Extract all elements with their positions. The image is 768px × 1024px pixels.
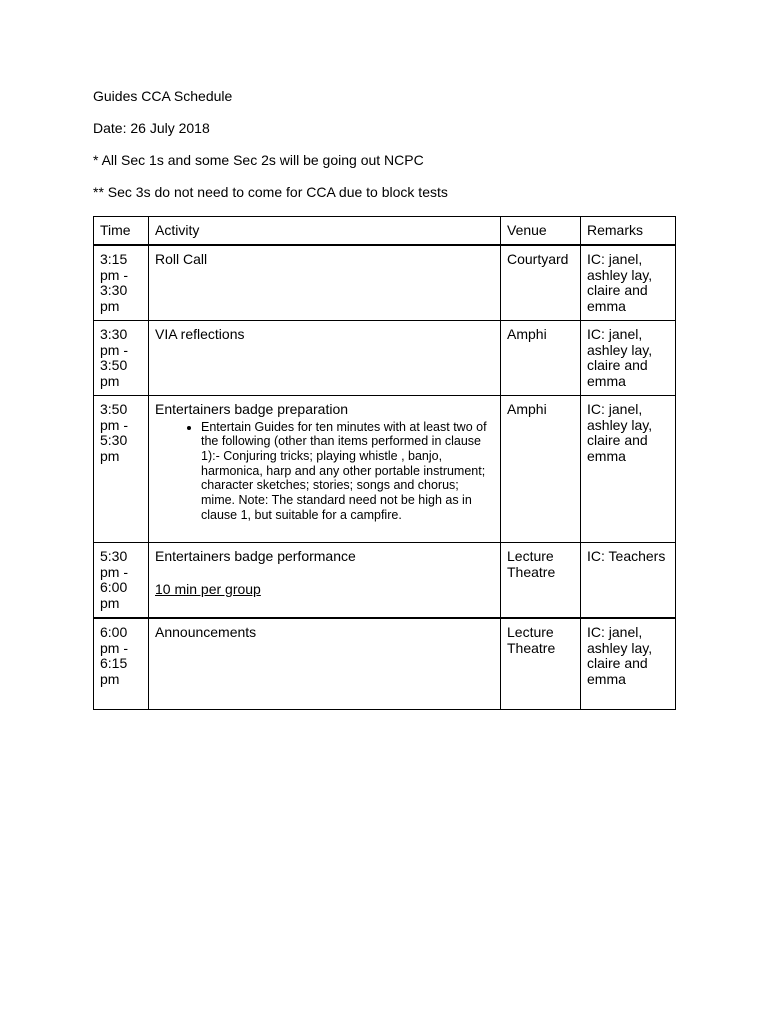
activity-cell: Announcements	[149, 618, 501, 710]
schedule-table	[93, 216, 676, 710]
activity-title: Entertainers badge preparation	[155, 401, 349, 417]
group-time-note: 10 min per group	[155, 580, 261, 597]
table-row	[94, 618, 676, 710]
time-cell: 3:15 pm - 3:30 pm	[94, 245, 149, 321]
remarks-cell: IC: janel, ashley lay, claire and emma	[581, 396, 676, 543]
table-row	[94, 245, 676, 321]
activity-bullet-list	[155, 420, 494, 523]
venue-cell: Amphi	[501, 396, 581, 543]
document-title: Guides CCA Schedule	[93, 88, 233, 104]
time-cell: 6:00 pm - 6:15 pm	[94, 618, 149, 710]
list-item: • Entertain Guides for ten minutes with at least two of the following (other than items performed in clause 1):- Conjuring tricks; playing whistle , banjo, harmonica, harp and any other portable instrument; character sketches; stories; songs and chorus; mime. Note: The standard need not be high as in clause 1, but suitable for a campfire.	[201, 420, 494, 523]
table-row	[94, 543, 676, 619]
activity-cell	[149, 396, 501, 543]
time-cell: 5:30 pm - 6:00 pm	[94, 543, 149, 619]
header-time: Time	[94, 217, 149, 246]
header-remarks: Remarks	[581, 217, 676, 246]
time-cell: 3:50 pm - 5:30 pm	[94, 396, 149, 543]
activity-cell	[149, 543, 501, 619]
note-sec3: ** Sec 3s do not need to come for CCA due to block tests	[93, 184, 448, 200]
table-row	[94, 396, 676, 543]
remarks-cell: IC: janel, ashley lay, claire and emma	[581, 245, 676, 321]
activity-cell: Roll Call	[149, 245, 501, 321]
time-cell: 3:30 pm - 3:50 pm	[94, 321, 149, 396]
note-sec1-sec2: * All Sec 1s and some Sec 2s will be going out NCPC	[93, 152, 424, 168]
remarks-cell: IC: janel, ashley lay, claire and emma	[581, 321, 676, 396]
venue-cell: Courtyard	[501, 245, 581, 321]
table-row	[94, 321, 676, 396]
table-header-row	[94, 217, 676, 246]
header-venue: Venue	[501, 217, 581, 246]
venue-cell: Amphi	[501, 321, 581, 396]
header-activity: Activity	[149, 217, 501, 246]
venue-cell: Lecture Theatre	[501, 618, 581, 710]
remarks-cell: IC: janel, ashley lay, claire and emma	[581, 618, 676, 710]
document-date: Date: 26 July 2018	[93, 120, 210, 136]
remarks-cell: IC: Teachers	[581, 543, 676, 619]
activity-cell: VIA reflections	[149, 321, 501, 396]
venue-cell: Lecture Theatre	[501, 543, 581, 619]
activity-title: Entertainers badge performance	[155, 548, 356, 564]
